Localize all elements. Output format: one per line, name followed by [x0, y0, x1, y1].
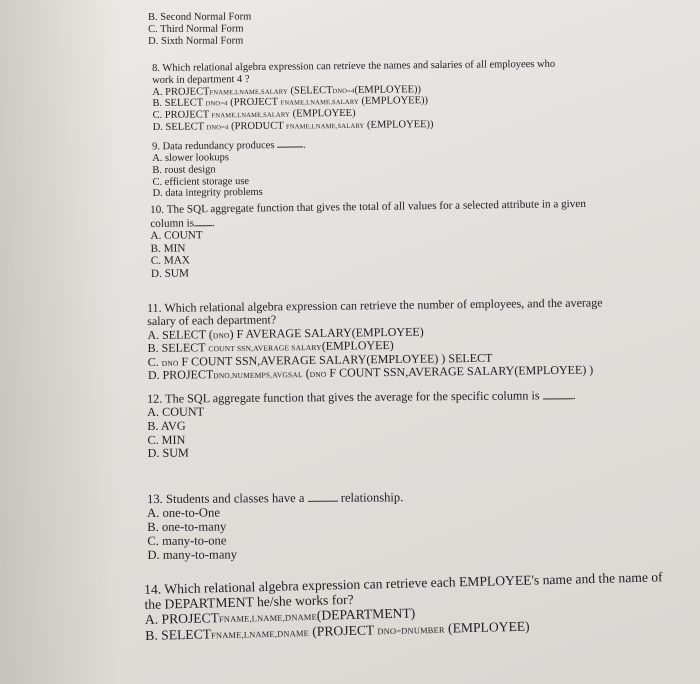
question-13: [147, 488, 692, 562]
question-14: [144, 569, 690, 643]
question-text: 8. Which relational algebra expression can retrieve the names and salaries of all employees who: [152, 58, 556, 74]
top-options: [148, 9, 693, 47]
question-text: the DEPARTMENT he/she works for?: [144, 592, 354, 613]
option-c: C. DNO F COUNT SSN,AVERAGE SALARY(EMPLOYEE) ) SELECT: [147, 350, 493, 369]
question-text: 11. Which relational algebra expression can retrieve the number of employees, and the average: [146, 295, 603, 315]
option-b: B. MIN: [150, 242, 186, 255]
option-b: B. SELECTFNAME,LNAME,DNAME (PROJECT DNO=DNUMBER (EMPLOYEE): [145, 618, 530, 643]
question-text: 12. The SQL aggregate function that gives the average for the specific column is .: [146, 388, 576, 406]
question-text: 10. The SQL aggregate function that gives the total of all values for a selected attribute in a given: [150, 197, 586, 216]
option-c: C. many-to-one: [147, 533, 227, 549]
option-a: A. SELECT (DNO) F AVERAGE SALARY(EMPLOYEE): [147, 324, 424, 342]
option-c: C. MIN: [147, 432, 186, 447]
option-line: D. Sixth Normal Form: [148, 35, 244, 47]
question-text: 14. Which relational algebra expression can retrieve each EMPLOYEE's name and the name of: [144, 569, 663, 597]
option-a: A. COUNT: [147, 404, 205, 420]
option-d: D. PROJECTDNO,NUMEMPS,AVGSAL (DNO F COUNT SSN,AVERAGE SALARY(EMPLOYEE) ): [147, 362, 594, 383]
option-line: B. Second Normal Form: [148, 11, 252, 23]
option-c: C. efficient storage use: [152, 175, 250, 188]
option-b: B. roust design: [152, 164, 216, 176]
question-11: [147, 295, 693, 382]
question-8: [152, 57, 698, 133]
option-b: B. one-to-many: [147, 519, 227, 535]
question-text: 13. Students and classes have a relationship.: [147, 490, 404, 507]
question-10: [150, 196, 696, 280]
option-d: D. many-to-many: [147, 547, 238, 563]
option-a: A. PROJECTFNAME,LNAME,SALARY (SELECTDNO=4(EMPLOYEE)): [152, 83, 422, 98]
option-b: B. SELECT DNO=4 (PROJECT FNAME,LNAME,SALARY (EMPLOYEE)): [152, 95, 429, 110]
option-a: A. slower lookups: [152, 152, 229, 165]
option-a: A. one-to-One: [147, 505, 220, 521]
option-c: C. MAX: [150, 254, 191, 268]
option-b: B. AVG: [147, 418, 186, 434]
question-text: column is .: [150, 216, 215, 230]
option-a: A. PROJECTFNAME,LNAME,DNAME(DEPARTMENT): [144, 605, 416, 628]
question-text: work in department 4 ?: [152, 73, 250, 86]
option-d: D. SUM: [147, 446, 189, 461]
option-d: D. SUM: [150, 267, 189, 280]
question-12: [147, 387, 693, 461]
option-b: B. SELECT COUNT SSN,AVERAGE SALARY(EMPLOYEE): [147, 338, 394, 356]
option-c: C. PROJECT FNAME,LNAME,SALARY (EMPLOYEE): [152, 107, 356, 121]
option-a: A. COUNT: [150, 229, 203, 243]
option-line: C. Third Normal Form: [148, 23, 244, 35]
question-text: salary of each department?: [147, 312, 277, 329]
option-d: D. data integrity problems: [152, 187, 263, 200]
option-d: D. SELECT DNO=4 (PRODUCT FNAME,LNAME,SALARY (EMPLOYEE)): [152, 118, 434, 133]
question-9: [152, 134, 698, 200]
question-text: 9. Data redundancy produces .: [152, 139, 306, 153]
